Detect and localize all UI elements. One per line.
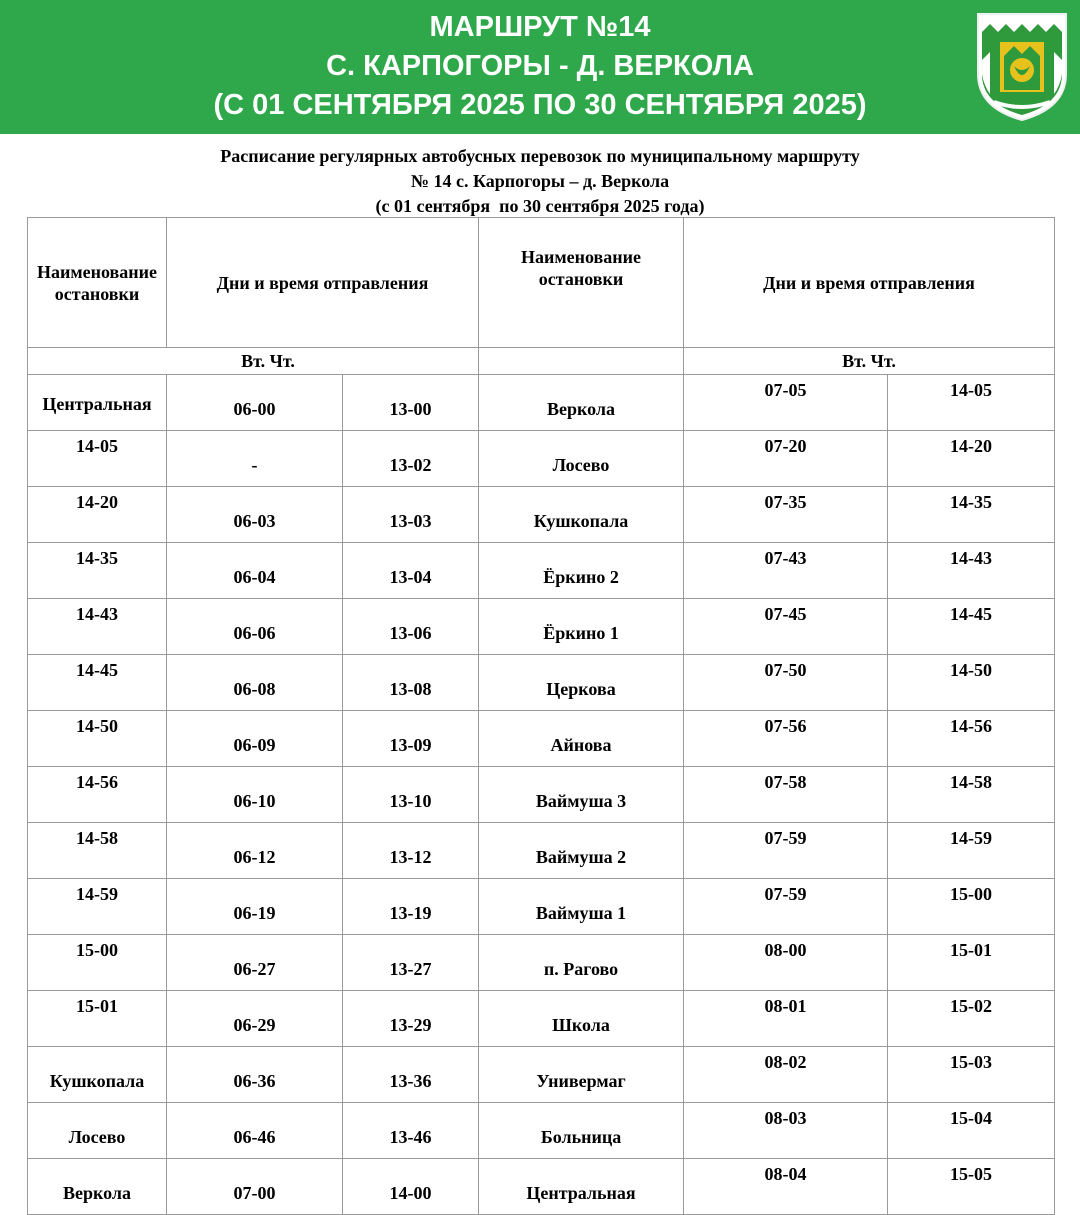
time-right-1-cell: 07-05	[684, 375, 888, 431]
time-right-1-cell: 07-56	[684, 711, 888, 767]
subtitle-line-1: Расписание регулярных автобусных перевозок по муниципальному маршруту	[220, 146, 860, 166]
stop-left-cell: 14-59	[28, 879, 167, 935]
stop-right-cell: Ваймуша 2	[479, 823, 684, 879]
subtitle-line-2: № 14 с. Карпогоры – д. Веркола	[410, 171, 670, 191]
time-right-1-cell: 07-20	[684, 431, 888, 487]
stop-left-cell: 14-43	[28, 599, 167, 655]
time-left-2-cell: 13-36	[343, 1047, 479, 1103]
stop-left-cell: 14-05	[28, 431, 167, 487]
time-right-1-cell: 07-59	[684, 879, 888, 935]
stop-left-cell: 15-01	[28, 991, 167, 1047]
time-left-2-cell: 13-02	[343, 431, 479, 487]
route-title-line-1: МАРШРУТ №14	[429, 11, 651, 43]
stop-right-cell: Церкова	[479, 655, 684, 711]
stop-right-cell: Ваймуша 3	[479, 767, 684, 823]
time-left-1-cell: 06-12	[167, 823, 343, 879]
stop-right-cell: Ёркино 1	[479, 599, 684, 655]
time-right-1-cell: 08-00	[684, 935, 888, 991]
time-right-2-cell: 15-01	[888, 935, 1055, 991]
days-row	[28, 348, 1055, 375]
stop-right-cell: Кушкопала	[479, 487, 684, 543]
time-left-1-cell: 06-27	[167, 935, 343, 991]
time-left-1-cell: 06-19	[167, 879, 343, 935]
stop-left-cell: Центральная	[28, 375, 167, 431]
table-row	[28, 823, 1055, 879]
stop-left-cell: 14-56	[28, 767, 167, 823]
route-title	[140, 8, 940, 125]
table-row	[28, 431, 1055, 487]
time-left-2-cell: 13-19	[343, 879, 479, 935]
header-banner	[0, 0, 1080, 134]
stop-left-cell: 14-58	[28, 823, 167, 879]
schedule-subtitle	[40, 144, 1040, 219]
header-times-left: Дни и время отправления	[167, 218, 479, 348]
stop-left-cell: Веркола	[28, 1159, 167, 1215]
table-row	[28, 1159, 1055, 1215]
stop-right-cell: Ваймуша 1	[479, 879, 684, 935]
stop-left-cell: 14-45	[28, 655, 167, 711]
time-left-1-cell: 06-00	[167, 375, 343, 431]
time-right-1-cell: 07-59	[684, 823, 888, 879]
time-left-1-cell: -	[167, 431, 343, 487]
table-row	[28, 1103, 1055, 1159]
table-row	[28, 879, 1055, 935]
time-left-1-cell: 06-04	[167, 543, 343, 599]
time-left-2-cell: 13-12	[343, 823, 479, 879]
stop-right-cell: п. Рагово	[479, 935, 684, 991]
time-right-2-cell: 15-05	[888, 1159, 1055, 1215]
stop-right-cell: Ёркино 2	[479, 543, 684, 599]
time-left-2-cell: 13-08	[343, 655, 479, 711]
stop-left-cell: 14-50	[28, 711, 167, 767]
table-row	[28, 375, 1055, 431]
time-right-1-cell: 07-43	[684, 543, 888, 599]
stop-left-cell: 15-00	[28, 935, 167, 991]
time-left-1-cell: 06-36	[167, 1047, 343, 1103]
time-right-2-cell: 14-05	[888, 375, 1055, 431]
time-left-2-cell: 13-00	[343, 375, 479, 431]
coat-of-arms-icon	[974, 10, 1070, 122]
header-stop-left: Наименование остановки	[28, 218, 167, 348]
time-left-2-cell: 13-03	[343, 487, 479, 543]
time-left-2-cell: 13-46	[343, 1103, 479, 1159]
table-row	[28, 655, 1055, 711]
days-spacer	[479, 348, 684, 375]
table-row	[28, 543, 1055, 599]
stop-right-cell: Лосево	[479, 431, 684, 487]
route-title-line-3: (С 01 СЕНТЯБРЯ 2025 ПО 30 СЕНТЯБРЯ 2025)	[213, 89, 867, 121]
time-right-1-cell: 08-01	[684, 991, 888, 1047]
schedule-body	[28, 218, 1055, 1215]
stop-right-cell: Универмаг	[479, 1047, 684, 1103]
time-right-2-cell: 15-04	[888, 1103, 1055, 1159]
header-times-right: Дни и время отправления	[684, 218, 1055, 348]
stop-right-cell: Школа	[479, 991, 684, 1047]
time-left-2-cell: 13-27	[343, 935, 479, 991]
header-row	[28, 218, 1055, 348]
stop-right-cell: Веркола	[479, 375, 684, 431]
time-left-2-cell: 13-09	[343, 711, 479, 767]
time-left-2-cell: 13-29	[343, 991, 479, 1047]
time-left-1-cell: 06-46	[167, 1103, 343, 1159]
schedule-table	[27, 217, 1055, 1215]
header-stop-right: Наименование остановки	[479, 218, 684, 348]
table-row	[28, 599, 1055, 655]
time-right-2-cell: 14-45	[888, 599, 1055, 655]
stop-right-cell: Больница	[479, 1103, 684, 1159]
table-row	[28, 991, 1055, 1047]
stop-left-cell: 14-20	[28, 487, 167, 543]
table-row	[28, 487, 1055, 543]
stop-right-cell: Айнова	[479, 711, 684, 767]
stop-left-cell: 14-35	[28, 543, 167, 599]
time-left-1-cell: 07-00	[167, 1159, 343, 1215]
time-right-1-cell: 07-58	[684, 767, 888, 823]
time-left-2-cell: 14-00	[343, 1159, 479, 1215]
time-right-2-cell: 14-59	[888, 823, 1055, 879]
time-left-1-cell: 06-29	[167, 991, 343, 1047]
days-right: Вт. Чт.	[684, 348, 1055, 375]
time-left-1-cell: 06-09	[167, 711, 343, 767]
stop-left-cell: Кушкопала	[28, 1047, 167, 1103]
time-left-1-cell: 06-10	[167, 767, 343, 823]
time-left-2-cell: 13-06	[343, 599, 479, 655]
time-right-2-cell: 15-03	[888, 1047, 1055, 1103]
time-right-2-cell: 14-56	[888, 711, 1055, 767]
time-right-2-cell: 14-35	[888, 487, 1055, 543]
stop-left-cell: Лосево	[28, 1103, 167, 1159]
time-right-1-cell: 08-02	[684, 1047, 888, 1103]
time-right-1-cell: 08-04	[684, 1159, 888, 1215]
days-left: Вт. Чт.	[28, 348, 479, 375]
time-left-1-cell: 06-06	[167, 599, 343, 655]
time-right-1-cell: 08-03	[684, 1103, 888, 1159]
time-right-2-cell: 14-50	[888, 655, 1055, 711]
table-row	[28, 935, 1055, 991]
time-left-1-cell: 06-03	[167, 487, 343, 543]
stop-right-cell: Центральная	[479, 1159, 684, 1215]
time-right-2-cell: 14-43	[888, 543, 1055, 599]
table-row	[28, 1047, 1055, 1103]
time-right-2-cell: 14-58	[888, 767, 1055, 823]
time-right-2-cell: 14-20	[888, 431, 1055, 487]
time-right-2-cell: 15-00	[888, 879, 1055, 935]
time-left-2-cell: 13-10	[343, 767, 479, 823]
time-right-1-cell: 07-35	[684, 487, 888, 543]
table-row	[28, 711, 1055, 767]
subtitle-line-3: (с 01 сентября по 30 сентября 2025 года)	[375, 196, 705, 216]
time-right-2-cell: 15-02	[888, 991, 1055, 1047]
route-title-line-2: С. КАРПОГОРЫ - Д. ВЕРКОЛА	[326, 50, 754, 82]
time-right-1-cell: 07-50	[684, 655, 888, 711]
time-left-1-cell: 06-08	[167, 655, 343, 711]
table-row	[28, 767, 1055, 823]
time-right-1-cell: 07-45	[684, 599, 888, 655]
time-left-2-cell: 13-04	[343, 543, 479, 599]
